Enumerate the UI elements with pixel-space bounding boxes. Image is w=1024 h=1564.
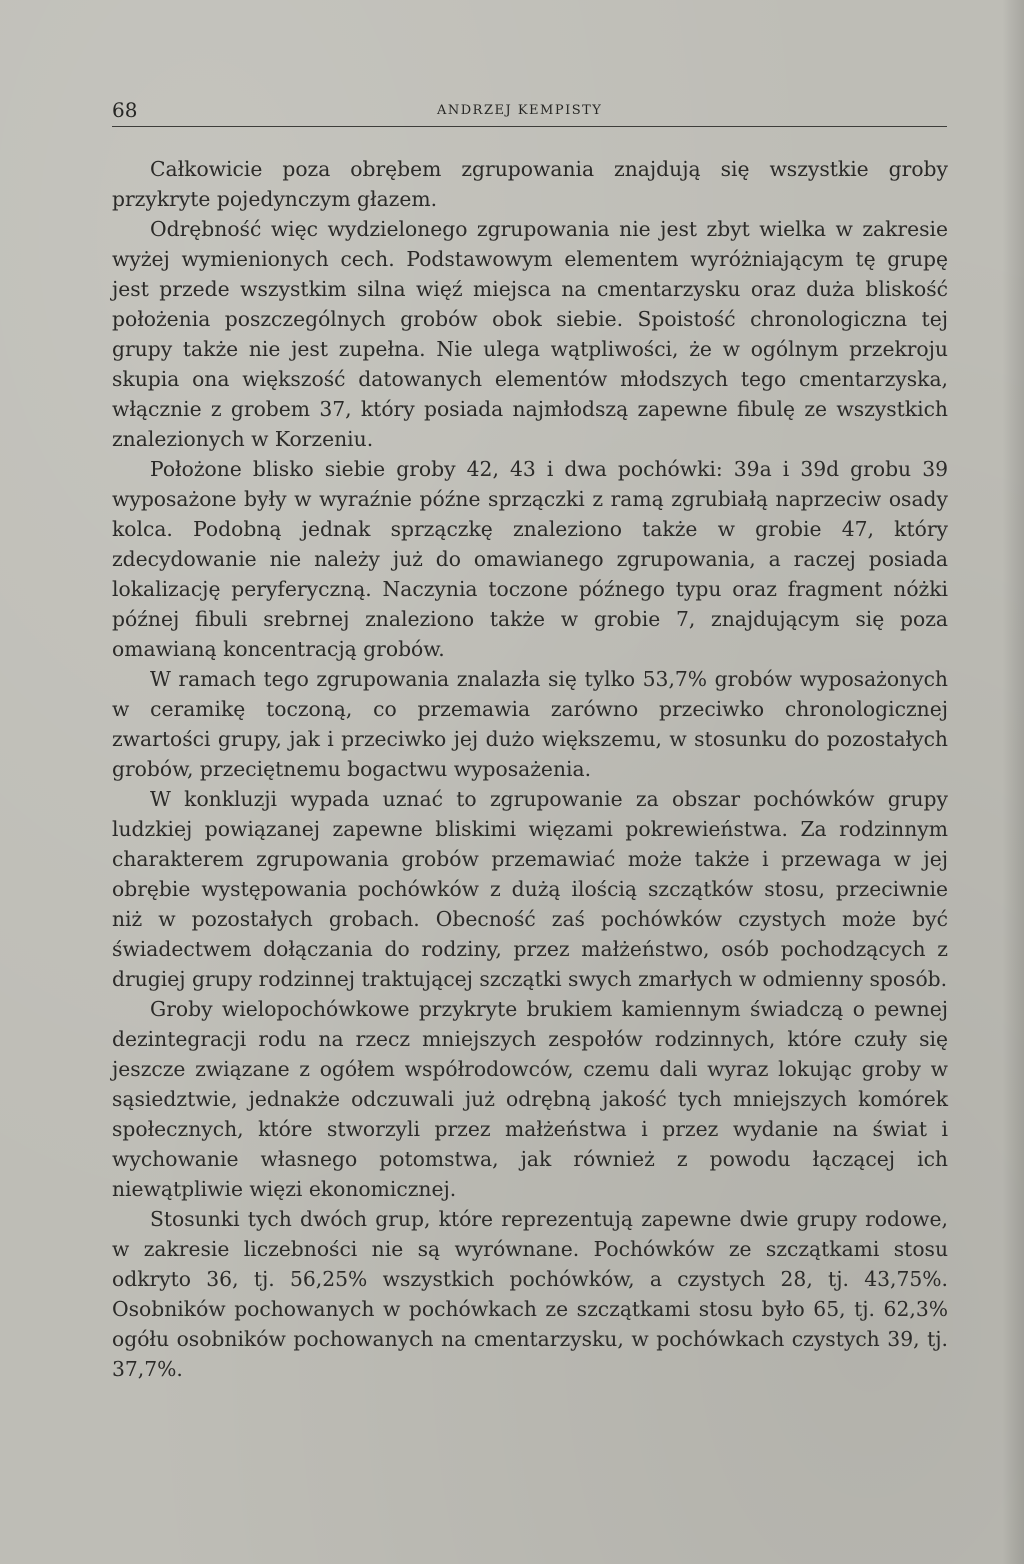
paragraph: Groby wielopochówkowe przykryte brukiem kamiennym świadczą o pewnej dezintegracji rodu na rzecz mniejszych zespołów rodzinnych, które czuły się jeszcze związane z ogółem współrodowców, czemu dali wyraz lokując groby w sąsiedztwie, jednakże odczuwali już odrębną jakość tych mniejszych komórek społecznych, które stworzyli przez małżeństwa i przez wydanie na świat i wychowanie własnego potomstwa, jak również z powodu łączącej ich niewątpliwie więzi ekonomicznej. (112, 997, 948, 1201)
paragraph: W konkluzji wypada uznać to zgrupowanie za obszar pochówków grupy ludzkiej powiązanej zapewne bliskimi więzami pokrewieństwa. Za rodzinnym charakterem zgrupowania grobów przemawiać może także i przewaga w jej obrębie występowania pochówków z dużą ilością szczątków stosu, przeciwnie niż w pozostałych grobach. Obecność zaś pochówków czystych może być świadectwem dołączania do rodziny, przez małżeństwo, osób pochodzących z drugiej grupy rodzinnej traktującej szczątki swych zmarłych w odmienny sposób. (112, 787, 948, 991)
page-edge-shadow (1002, 0, 1024, 1564)
paragraph: Stosunki tych dwóch grup, które reprezentują zapewne dwie grupy rodowe, w zakresie liczebności nie są wyrównane. Pochówków ze szczątkami stosu odkryto 36, tj. 56,25% wszystkich pochówków, a czystych 28, tj. 43,75%. Osobników pochowanych w pochówkach ze szczątkami stosu było 65, tj. 62,3% ogółu osobników pochowanych na cmentarzysku, w pochówkach czystych 39, tj. 37,7%. (112, 1207, 948, 1381)
paragraph: Całkowicie poza obrębem zgrupowania znajdują się wszystkie groby przykryte pojedynczym głazem. (112, 157, 948, 211)
paragraph: Odrębność więc wydzielonego zgrupowania nie jest zbyt wielka w zakresie wyżej wymienionych cech. Podstawowym elementem wyróżniającym tę grupę jest przede wszystkim silna więź miejsca na cmentarzysku oraz duża bliskość położenia poszczególnych grobów obok siebie. Spoistość chronologiczna tej grupy także nie jest zupełna. Nie ulega wątpliwości, że w ogólnym przekroju skupia ona większość datowanych elementów młodszych tego cmentarzyska, włącznie z grobem 37, który posiada najmłodszą zapewne fibulę ze wszystkich znalezionych w Korzeniu. (112, 217, 948, 451)
running-head: ANDRZEJ KEMPISTY (437, 103, 603, 118)
body-text (112, 154, 948, 1384)
page-number: 68 (112, 98, 138, 122)
paragraph: Położone blisko siebie groby 42, 43 i dwa pochówki: 39a i 39d grobu 39 wyposażone były w wyraźnie późne sprzączki z ramą zgrubiałą naprzeciw osady kolca. Podobną jednak sprzączkę znaleziono także w grobie 47, który zdecydowanie nie należy już do omawianego zgrupowania, a raczej posiada lokalizację peryferyczną. Naczynia toczone późnego typu oraz fragment nóżki późnej fibuli srebrnej znaleziono także w grobie 7, znajdującym się poza omawianą koncentracją grobów. (112, 457, 948, 661)
paragraph: W ramach tego zgrupowania znalazła się tylko 53,7% grobów wyposażonych w ceramikę toczoną, co przemawia zarówno przeciwko chronologicznej zwartości grupy, jak i przeciwko jej dużo większemu, w stosunku do pozostałych grobów, przeciętnemu bogactwu wyposażenia. (112, 667, 948, 781)
page-header (112, 96, 947, 127)
